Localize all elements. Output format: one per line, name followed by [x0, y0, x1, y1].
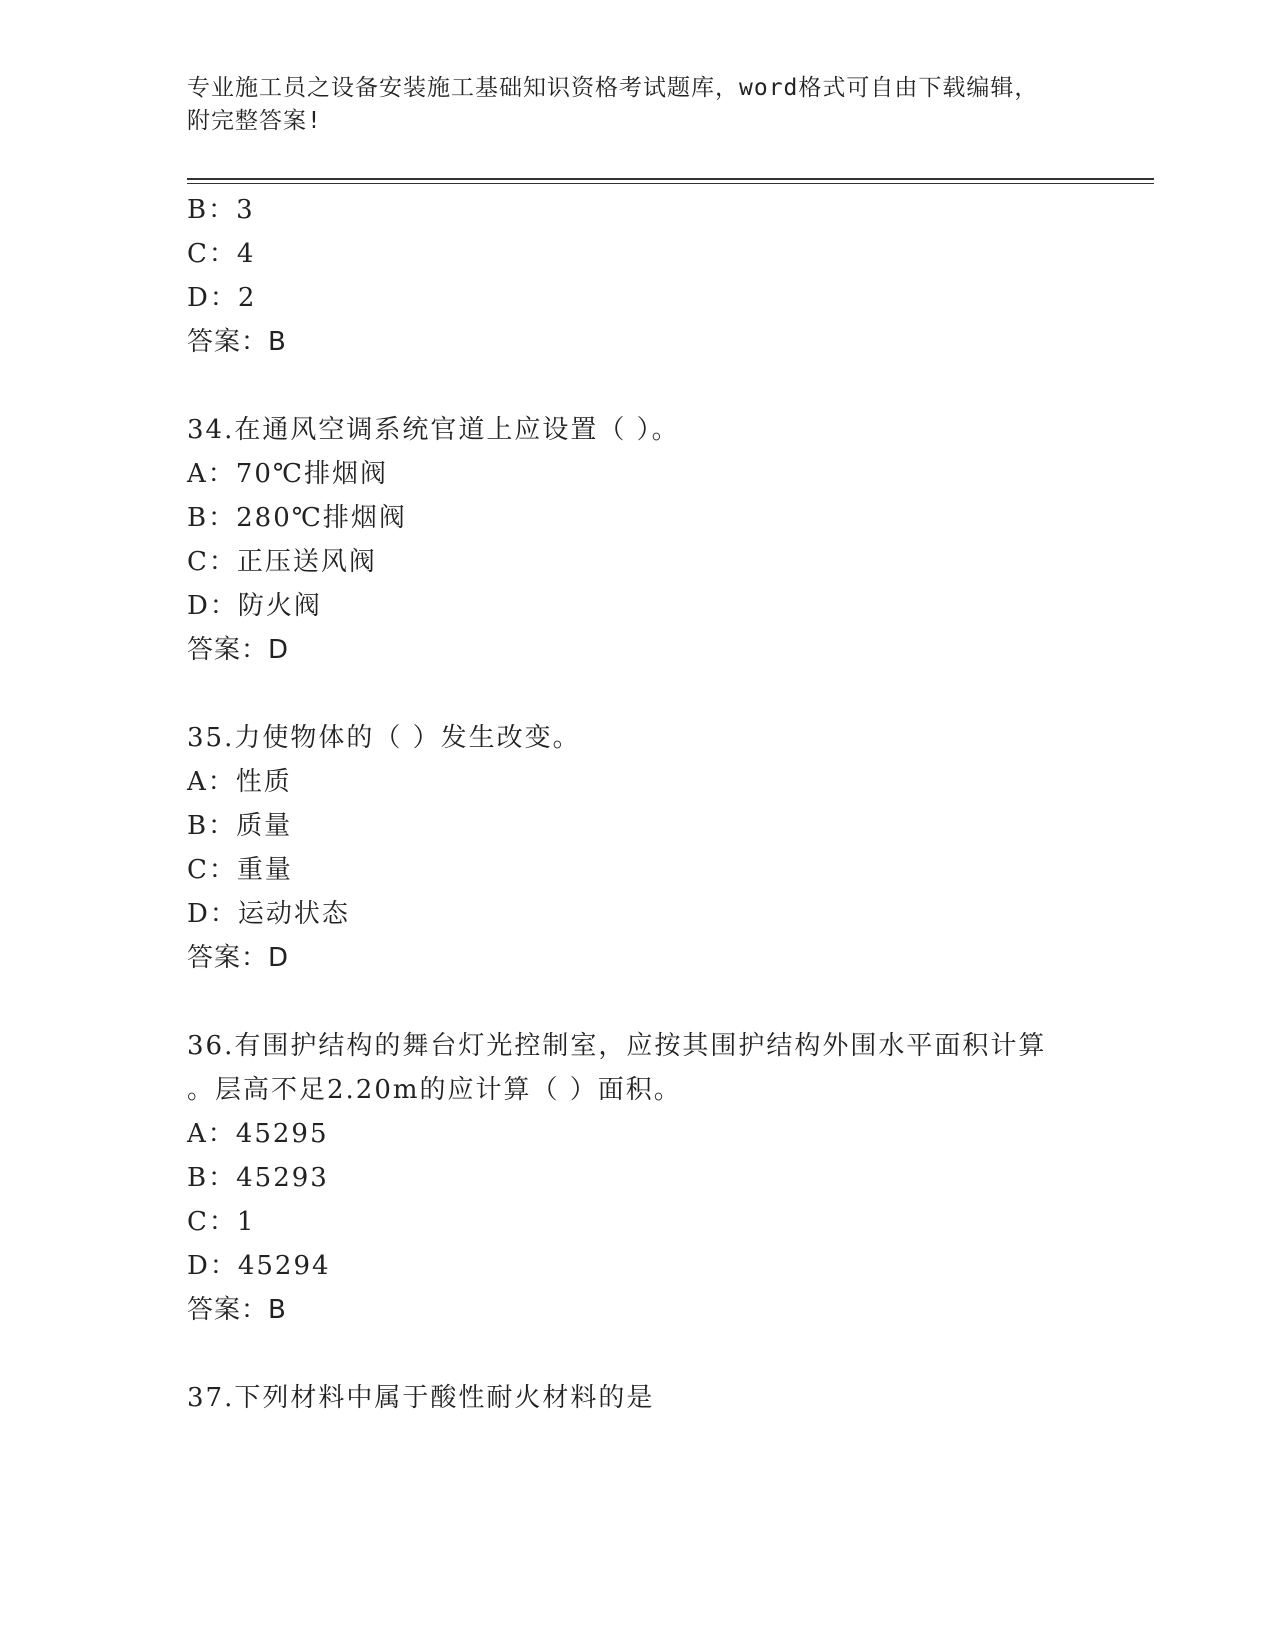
q34-option-d: D：防火阀: [187, 591, 322, 621]
q35-answer: 答案：D: [187, 943, 290, 973]
q36-option-b: B：45293: [187, 1163, 329, 1193]
q33-option-d: D：2: [187, 283, 257, 313]
header-line-1: 专业施工员之设备安装施工基础知识资格考试题库，word格式可自由下载编辑，: [187, 75, 1039, 101]
q34-answer: 答案：D: [187, 635, 290, 665]
q35-option-a: A：性质: [187, 767, 292, 797]
q36-option-d: D：45294: [187, 1251, 331, 1281]
q35-option-b: B：质量: [187, 811, 293, 841]
header-rule-thin: [187, 183, 1154, 184]
q36-question-line-2: 。层高不足2.20m的应计算（ ）面积。: [187, 1075, 682, 1105]
q34-option-a: A：70℃排烟阀: [187, 459, 388, 489]
q34-option-c: C：正压送风阀: [187, 547, 377, 577]
q36-answer: 答案：B: [187, 1295, 287, 1325]
q36-option-a: A：45295: [187, 1119, 329, 1149]
q34-question: 34.在通风空调系统官道上应设置（ ）。: [187, 415, 680, 445]
q33-answer: 答案：B: [187, 327, 287, 357]
header-line-2: 附完整答案!: [187, 108, 322, 134]
q35-question: 35.力使物体的（ ）发生改变。: [187, 723, 581, 753]
q35-option-c: C：重量: [187, 855, 293, 885]
document-header: [187, 72, 1087, 138]
header-rule-thick: [187, 178, 1154, 180]
q34-option-b: B：280℃排烟阀: [187, 503, 407, 533]
q33-option-c: C：4: [187, 239, 256, 269]
q33-option-b: B：3: [187, 195, 255, 225]
q36-question-line-1: 36.有围护结构的舞台灯光控制室，应按其围护结构外围水平面积计算: [187, 1031, 1047, 1061]
q36-option-c: C：1: [187, 1207, 256, 1237]
q35-option-d: D：运动状态: [187, 899, 350, 929]
q37-question: 37.下列材料中属于酸性耐火材料的是: [187, 1383, 655, 1413]
